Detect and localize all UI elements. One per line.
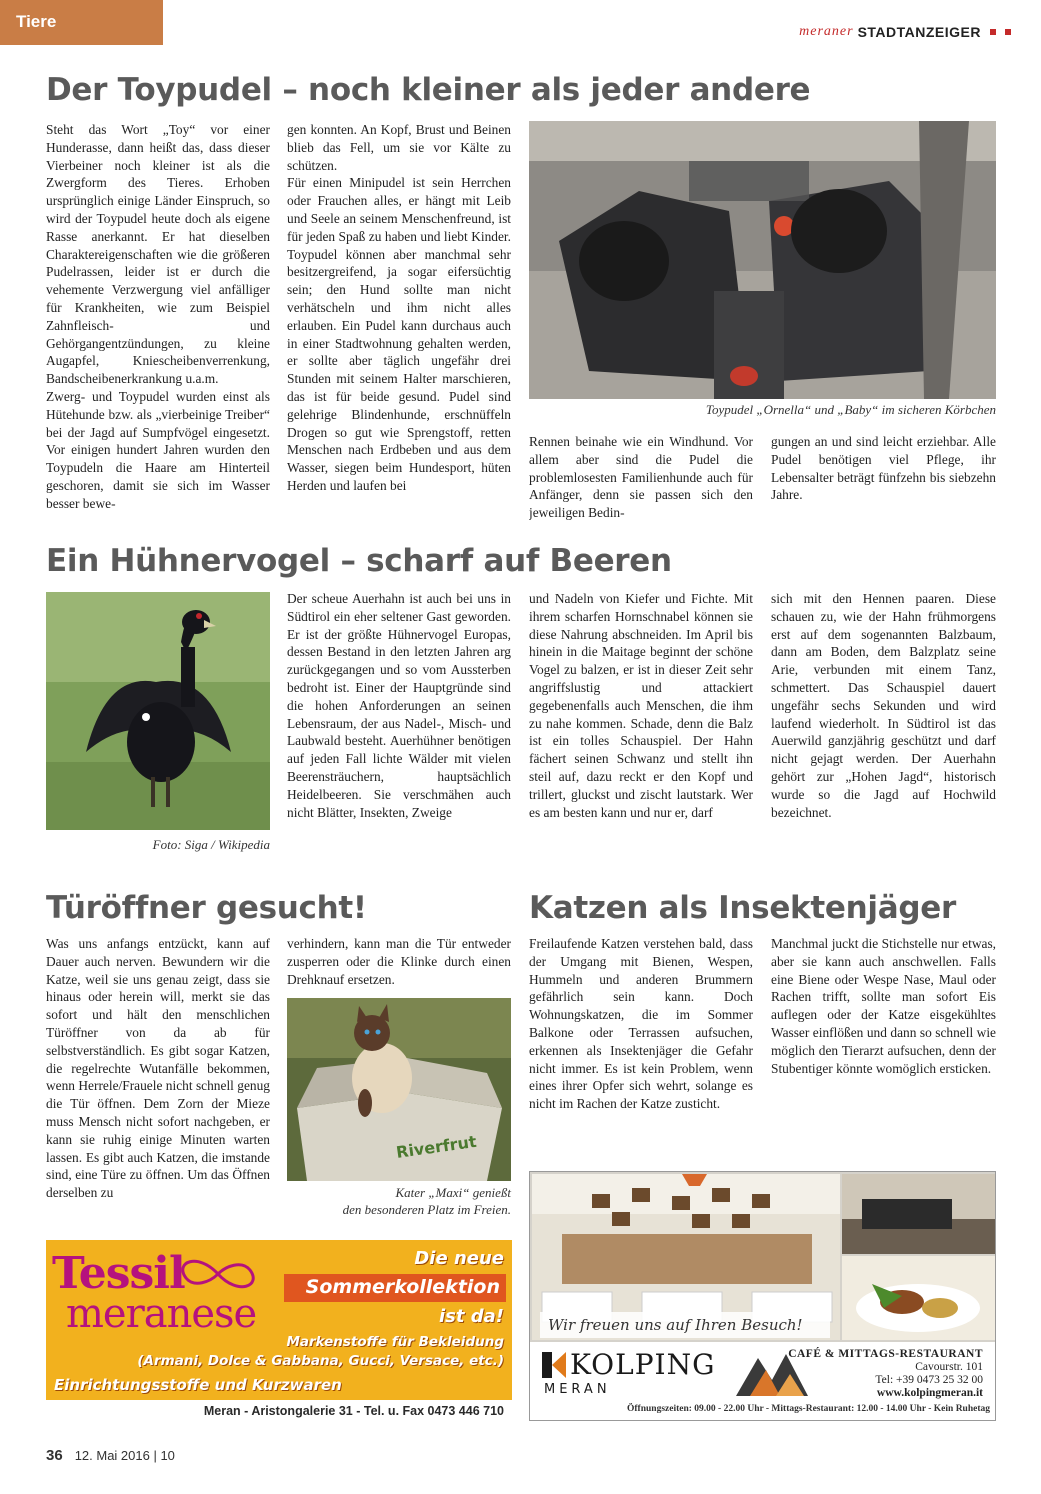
masthead-square (1005, 29, 1011, 35)
kolping-ad[interactable] (529, 1171, 996, 1421)
article4-col1 (529, 935, 753, 1115)
article1-paragraph: gen konnten. An Kopf, Brust und Beinen blieb das Fell, um sie vor Kälte zu schützen. (287, 122, 511, 173)
kolping-brand: KOLPING (570, 1348, 716, 1381)
page-footer (46, 1447, 175, 1464)
article1-col1 (46, 121, 270, 525)
kolping-street: Cavourstr. 101 (915, 1361, 983, 1373)
article1-col4 (771, 433, 996, 525)
article1-paragraph: Rennen beinahe wie ein Windhund. Vor allem aber sind die Pudel die problemlosesten Familienhunde auch für Anfänger, denn sie passen sich den jeweiligen Bedin- (529, 434, 753, 521)
article4-paragraph: Manchmal juckt die Stichstelle nur etwas, aber sie kann auch anschwellen. Falls eine Biene oder Wespe Nase, Maul oder Rachen trifft, sollte man sofort Eis auflegen oder der Katze eisgekühltes Wasser einflößen und dann so schnell wie möglich den Tierarzt aufsuchen, denn der Stubentiger könnte womöglich ersticken. (771, 936, 996, 1076)
kolping-brand-sub: MERAN (544, 1382, 611, 1397)
masthead-brand-part1: meraner (799, 24, 854, 39)
food-photo (842, 1256, 995, 1340)
tessil-headline1: Die neue (414, 1248, 504, 1269)
article1-paragraph: Für einen Minipudel ist sein Herrchen oder Frauchen alles, er hängt mit Leib und Seele an seinem Menschenfreund, ist für jeden Spaß zu haben und liebt Kinder. Toypudel können aber manchmal sehr besitzergreifend, ja sogar eifersüchtig sein; den Hund sollte man nicht verhätscheln und ihm nicht alles erlauben. Ein Pudel kann durchaus auch in einer Stadtwohnung gehalten werden, er sollte aber täglich ungefähr drei Stunden mit seinem Halter marschieren, das ist für beide gesund. Pudel sind gelehrige Blindenhunde, erschnüffeln Drogen so gut wie Sprengstoff, retten Menschen nach Erdbeben und aus dem Wasser, siegen beim Hundesport, hüten Herden und laufen bei (287, 175, 511, 493)
tessil-logo-line: meranese (66, 1291, 257, 1337)
article3-title: Türöffner gesucht! (46, 890, 367, 926)
kolping-contact (788, 1348, 983, 1400)
article1-paragraph: Steht das Wort „Toy“ vor einer Hunderasse, dann heißt das, dass dieser Vierbeiner noch kleiner ist als die Zwergform des Tieres. Erhoben ursprünglich einige Länder Einspruch, so wird der Toypudel heute doch als eigene Rasse anerkannt. Er hat dieselben Charaktereigenschaften wie die größeren Pudelrassen, leider ist er durch die vehemente Verzwergung viel anfälliger für Krankheiten, wie zum Beispiel Zahnfleisch- und Gehörgangentzündungen, zu kleine Augapfel, Kniescheibenverrenkung, Bandscheibenerkrankung u.a.m. (46, 122, 270, 387)
tessil-address: Meran - Aristongalerie 31 - Tel. u. Fax 0473 446 710 (46, 1400, 512, 1422)
article3-col2 (287, 935, 511, 991)
tessil-ad[interactable] (46, 1240, 512, 1422)
cat-photo-caption (287, 1184, 511, 1218)
kolping-slogan: Wir freuen uns auf Ihren Besuch! (540, 1312, 830, 1338)
restaurant-lounge-photo (842, 1174, 995, 1254)
kolping-info-panel (530, 1342, 996, 1421)
tessil-line2: (Armani, Dolce & Gabbana, Gucci, Versace, etc.) (137, 1353, 504, 1369)
poodle-photo-caption: Toypudel „Ornella“ und „Baby“ im sicheren Körbchen (705, 402, 996, 417)
tessil-line1: Markenstoffe für Bekleidung (286, 1334, 504, 1350)
article3-paragraph: Was uns anfangs entzückt, kann auf Dauer auch nerven. Bewundern wir die Katze, weil sie uns genau zeigt, dass sie hinaus oder herein will, merkt sie das sofort und hält den menschlichen Türöffner von da ab für selbstverständlich. Es gibt sogar Katzen, die regelrechte Wutanfälle bekommen, wenn Herrele/Frauele nicht schnell genug die Tür öffnen. Dem Zorn der Mieze muss Mensch nicht sofort nachgeben, er kann sie ruhig einige Minuten warten lassen. Es gibt auch Katzen, die imstande sind, eine Türe zu öffnen. Um das Öffnen derselben zu (46, 936, 270, 1201)
tessil-headline2: Sommerkollektion (284, 1274, 506, 1302)
kolping-type: CAFÉ & MITTAGS-RESTAURANT (788, 1348, 983, 1360)
kolping-tel: Tel: +39 0473 25 32 00 (875, 1374, 983, 1386)
section-tab: Tiere (0, 0, 163, 45)
article1-paragraph: gungen an und sind leicht erziehbar. Alle Pudel benötigen viel Pflege, ihr Lebensalter beträgt fünfzehn bis siebzehn Jahre. (771, 434, 996, 503)
tessil-logo-line: Tessil (52, 1248, 185, 1299)
cat-photo-box-lettering: Riverfrut (394, 1131, 478, 1162)
page-number: 36 (46, 1447, 63, 1464)
article1-col2 (287, 121, 511, 525)
kolping-web-link[interactable]: www.kolpingmeran.it (876, 1387, 983, 1399)
capercaillie-photo-caption: Foto: Siga / Wikipedia (152, 837, 270, 852)
article2-paragraph: und Nadeln von Kiefer und Fichte. Mit ihrem scharfen Hornschnabel können sie diese Nahrung abschneiden. Im April bis hinein in die Maitage beginnt der schöne Vogel zu balzen, er ist in dieser Zeit sehr angriffslustig und attackiert gegebenenfalls auch Menschen, die ihm zu nahe kommen. Schade, denn die Balz ist ein tolles Schauspiel. Der Hahn fächert seinen Schwanz und stellt ihn steil auf, dazu reckt er den Kopf und trillert, gluckst und zischt lautstark. Wer es am besten kann und nur er, darf (529, 591, 753, 820)
poodle-photo (529, 121, 996, 399)
kolping-hours: Öffnungszeiten: 09.00 - 22.00 Uhr - Mittags-Restaurant: 12.00 - 14.00 Uhr - Kein Ruhetag (627, 1404, 990, 1414)
capercaillie-photo (46, 592, 270, 830)
article4-title: Katzen als Insektenjäger (529, 890, 956, 926)
article2-paragraph: Der scheue Auerhahn ist auch bei uns in Südtirol ein eher seltener Gast geworden. Er ist der größte Hühnervogel Europas, dessen Bestand in den letzten Jahren arg zurückgegangen und so vom Aussterben bedroht ist. Einer der Hauptgründe sind die hohen Anforderungen an seinen Lebensraum, der aus Nadel-, Misch- und Laubwald besteht. Auerhühner benötigen auf jeden Fall lichte Wälder mit vielen Beerensträuchern, hauptsächlich Heidelbeeren. Sie verschmähen auch nicht Blätter, Insekten, Zweige (287, 591, 511, 820)
tessil-headline3: ist da! (439, 1306, 504, 1327)
masthead-square (990, 29, 996, 35)
article4-col2 (771, 935, 996, 1097)
article3-col1 (46, 935, 270, 1220)
article3-paragraph: verhindern, kann man die Tür entweder zusperren oder die Klinke durch einen Drehknauf ersetzen. (287, 936, 511, 987)
article2-col4 (771, 590, 996, 842)
article2-col2 (287, 590, 511, 860)
article1-col3 (529, 433, 753, 525)
issue-date: 12. Mai 2016 | 10 (74, 1448, 175, 1463)
tessil-line3: Einrichtungsstoffe und Kurzwaren (54, 1376, 342, 1394)
article4-paragraph: Freilaufende Katzen verstehen bald, dass der Umgang mit Bienen, Wespen, Hummeln und anderen Brummern gefährlich sein kann. Doch Wohnungskatzen, die im Sommer Balkone oder Terrassen aufsuchen, erkennen als Insektenjäger die Gefahr nicht immer. Es ist kein Problem, wenn eines ihrer Opfer sich wehrt, solange es nicht im Rachen der Katze zusticht. (529, 936, 753, 1112)
article2-title: Ein Hühnervogel – scharf auf Beeren (46, 543, 672, 579)
article2-paragraph: sich mit den Hennen paaren. Diese schauen zu, wie der Hahn frühmorgens erst auf dem sogenannten Balzbaum, dann am Boden, dem Balzplatz seine Arie, verbunden mit einem Tanz, schmettert. Das Schauspiel dauert ungefähr sechs Sekunden und wird laufend wiederholt. In Südtirol ist das Auerwild ganzjährig geschützt und darf nicht gejagt werden. Der Auerhahn gehört zur „Hohen Jagd“, historisch wurde so die Jagd auf Hochwild bezeichnet. (771, 591, 996, 820)
article2-col3 (529, 590, 753, 860)
cat-photo-caption-line: den besonderen Platz im Freien. (342, 1202, 511, 1217)
article1-paragraph: Zwerg- und Toypudel wurden einst als Hütehunde bzw. als „vierbeinige Treiber“ bei der Jagd auf Sumpfvögel eingesetzt. Vor einigen hundert Jahren wurden den Toypudeln die Haare am Hinterteil geschoren, damit sie sich im Wasser besser bewe- (46, 388, 270, 511)
cat-photo (287, 998, 511, 1181)
ornament-icon (168, 1256, 268, 1292)
masthead (799, 24, 1011, 40)
kolping-logo-icon (542, 1352, 566, 1378)
masthead-brand-part2: STADTANZEIGER (857, 24, 981, 40)
cat-photo-caption-line: Kater „Maxi“ genießt (395, 1185, 511, 1200)
article1-title: Der Toypudel – noch kleiner als jeder andere (46, 72, 811, 108)
